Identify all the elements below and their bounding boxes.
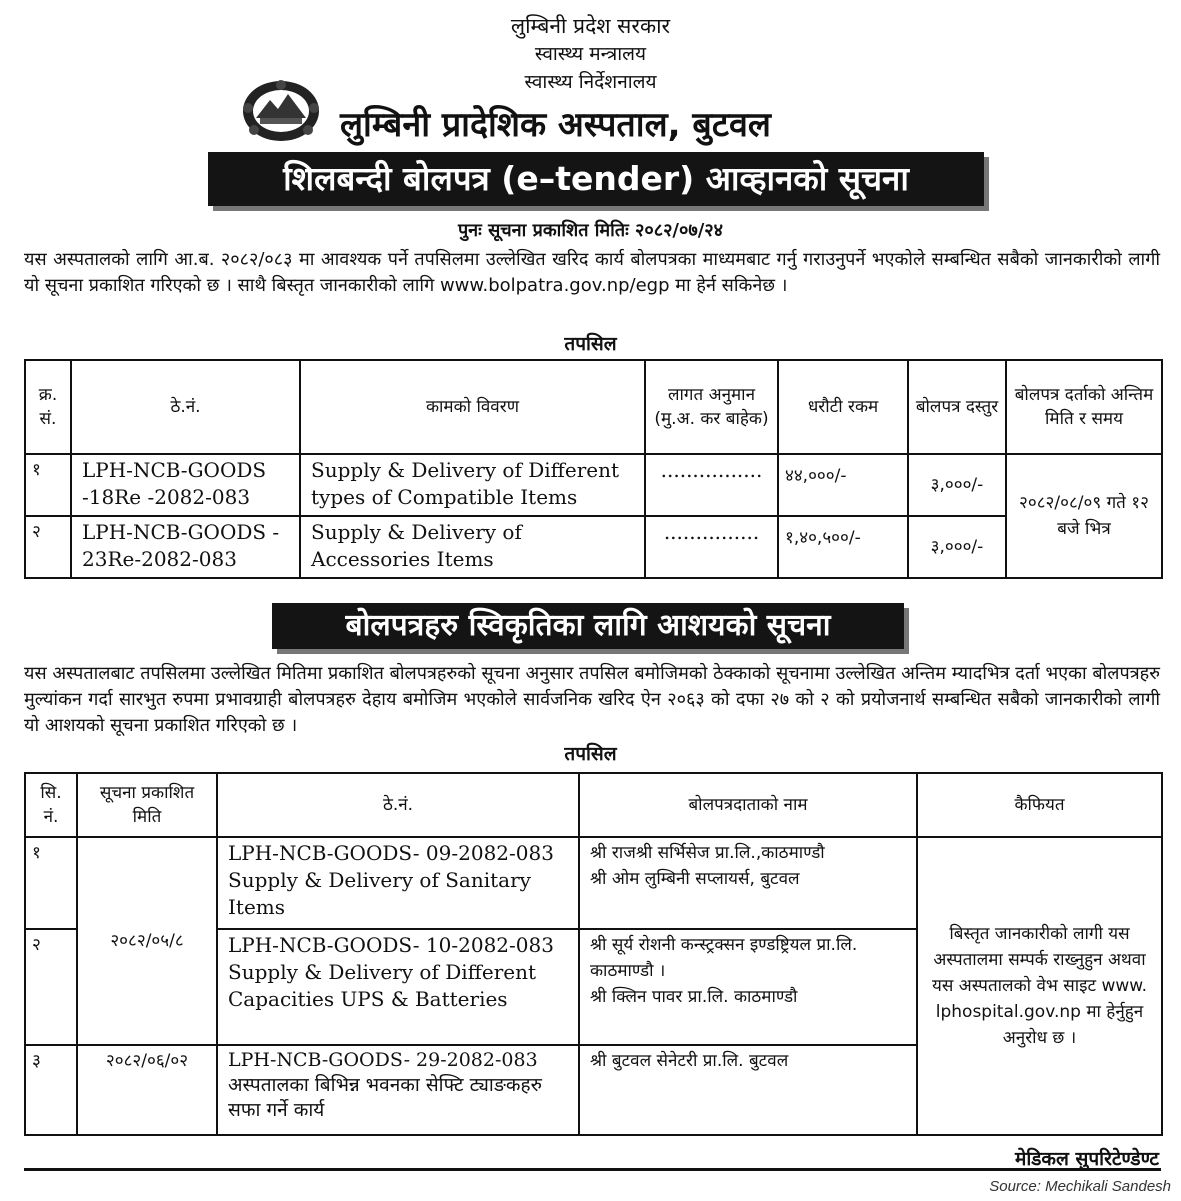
col-header: सि. नं. <box>25 773 77 837</box>
col-header: सूचना प्रकाशित मिति <box>77 773 217 837</box>
tapsil-heading-1: तपसिल <box>564 333 617 355</box>
serial-number: ३ <box>25 1045 77 1135</box>
tapsil-heading-2: तपसिल <box>564 743 617 765</box>
serial-number: १ <box>25 454 71 516</box>
tender-table-header <box>25 360 1162 454</box>
serial-number: २ <box>25 516 71 578</box>
intent-table <box>24 772 1163 1136</box>
submission-deadline: २०८२/०८/०९ गते १२ बजे भित्र <box>1006 454 1162 578</box>
contract-number: LPH-NCB-GOODS- 29-2082-083 अस्पतालका बिभिन्न भवनका सेफ्टि ट्याङकहरु सफा गर्ने कार्य <box>217 1045 579 1135</box>
nepal-emblem-logo <box>240 78 322 144</box>
tender-table <box>24 359 1163 579</box>
table-row <box>25 516 1162 578</box>
signature: मेडिकल सुपरिटेण्डेण्ट <box>1014 1148 1159 1170</box>
intent-notice-banner: बोलपत्रहरु स्विकृतिका लागि आशयको सूचना <box>272 603 904 649</box>
serial-number: २ <box>25 929 77 1045</box>
publish-date: २०८२/०६/०२ <box>77 1045 217 1135</box>
bidder-name: श्री ओम लुम्बिनी सप्लायर्स, बुटवल <box>590 869 800 889</box>
header-province: लुम्बिनी प्रदेश सरकार <box>510 14 671 38</box>
col-header: धरौटी रकम <box>778 360 908 454</box>
tender-notice-banner: शिलबन्दी बोलपत्र (e–tender) आव्हानको सूचना <box>208 152 984 206</box>
col-header: ठे.नं. <box>217 773 579 837</box>
col-header: बोलपत्र दर्ताको अन्तिम मिति र समय <box>1006 360 1162 454</box>
col-header: लागत अनुमान (मु.अ. कर बाहेक) <box>645 360 778 454</box>
col-header: ठे.नं. <box>71 360 300 454</box>
contract-number: LPH-NCB-GOODS -18Re -2082-083 <box>71 454 300 516</box>
table-row <box>25 837 1162 929</box>
header-ministry: स्वास्थ्य मन्त्रालय <box>534 43 647 65</box>
republished-date: पुनः सूचना प्रकाशित मितिः २०८२/०७/२४ <box>457 220 724 241</box>
hospital-name: लुम्बिनी प्रादेशिक अस्पताल, बुटवल <box>340 105 771 145</box>
bidder-name: श्री बुटवल सेनेटरी प्रा.लि. बुटवल <box>590 1051 789 1071</box>
contract-number: LPH-NCB-GOODS- 09-2082-083 Supply & Delivery of Sanitary Items <box>217 837 579 929</box>
source-credit: Source: Mechikali Sandesh <box>989 1178 1171 1195</box>
intent-table-header <box>25 773 1162 837</box>
work-description: Supply & Delivery of Accessories Items <box>300 516 645 578</box>
bidder-name: श्री राजश्री सर्भिसेज प्रा.लि.,काठमाण्डौ <box>590 843 825 863</box>
deposit-amount: ४४,०००/- <box>778 454 908 516</box>
col-header: बोलपत्रदाताको नाम <box>579 773 917 837</box>
cost-estimate: ................ <box>645 454 778 516</box>
col-header: कामको विवरण <box>300 360 645 454</box>
col-header: क्र. सं. <box>25 360 71 454</box>
deposit-amount: १,४०,५००/- <box>778 516 908 578</box>
remarks: बिस्तृत जानकारीको लागी यस अस्पतालमा सम्पर्क राख्नुहुन अथवा यस अस्पतालको वेभ साइट www. lphospital.gov.np मा हेर्नुहुन अनुरोध छ । <box>917 837 1162 1135</box>
publish-date: २०८२/०५/८ <box>77 837 217 1045</box>
col-header: बोलपत्र दस्तुर <box>908 360 1006 454</box>
col-header: कैफियत <box>917 773 1162 837</box>
tender-fee: ३,०००/- <box>908 454 1006 516</box>
bidder-names <box>579 1045 917 1135</box>
tender-fee: ३,०००/- <box>908 516 1006 578</box>
bidder-names <box>579 929 917 1045</box>
table-row <box>25 454 1162 516</box>
bidder-names <box>579 837 917 929</box>
bidder-name: श्री सूर्य रोशनी कन्स्ट्रक्सन इण्डष्ट्रियल प्रा.लि. काठमाण्डौ । <box>590 935 858 981</box>
bidder-name: श्री क्लिन पावर प्रा.लि. काठमाण्डौ <box>590 987 798 1007</box>
footer-rule <box>24 1168 1161 1171</box>
intent-paragraph: यस अस्पतालबाट तपसिलमा उल्लेखित मितिमा प्रकाशित बोलपत्रहरुको सूचना अनुसार तपसिल बमोजिमको ठेक्काको सूचनामा उल्लेखित अन्तिम म्यादभित्र दर्ता भएका बोलपत्रहरु मुल्यांकन गर्दा सारभुत रुपमा प्रभावग्राही बोलपत्रहरु देहाय बमोजिम भएकोले सार्वजनिक खरिद ऐन २०६३ को दफा २७ को २ को प्रयोजनार्थ सम्बन्धित सबैको जानकारीको लागी यो आशयको सूचना प्रकाशित गरिएको छ । <box>24 663 1160 736</box>
serial-number: १ <box>25 837 77 929</box>
contract-number: LPH-NCB-GOODS- 10-2082-083 Supply & Delivery of Different Capacities UPS & Batteries <box>217 929 579 1045</box>
tender-paragraph: यस अस्पतालको लागि आ.ब. २०८२/०८३ मा आवश्यक पर्ने तपसिलमा उल्लेखित खरिद कार्य बोलपत्रका माध्यमबाट गर्नु गराउनुपर्ने भएकोले सम्बन्धित सबैको जानकारीको लागी यो सूचना प्रकाशित गरिएको छ । साथै बिस्तृत जानकारीको लागि www.bolpatra.gov.np/egp मा हेर्न सकिनेछ । <box>24 249 1160 296</box>
cost-estimate: ............... <box>645 516 778 578</box>
contract-number: LPH-NCB-GOODS - 23Re-2082-083 <box>71 516 300 578</box>
work-description: Supply & Delivery of Different types of Compatible Items <box>300 454 645 516</box>
header-directorate: स्वास्थ्य निर्देशनालय <box>524 71 657 93</box>
